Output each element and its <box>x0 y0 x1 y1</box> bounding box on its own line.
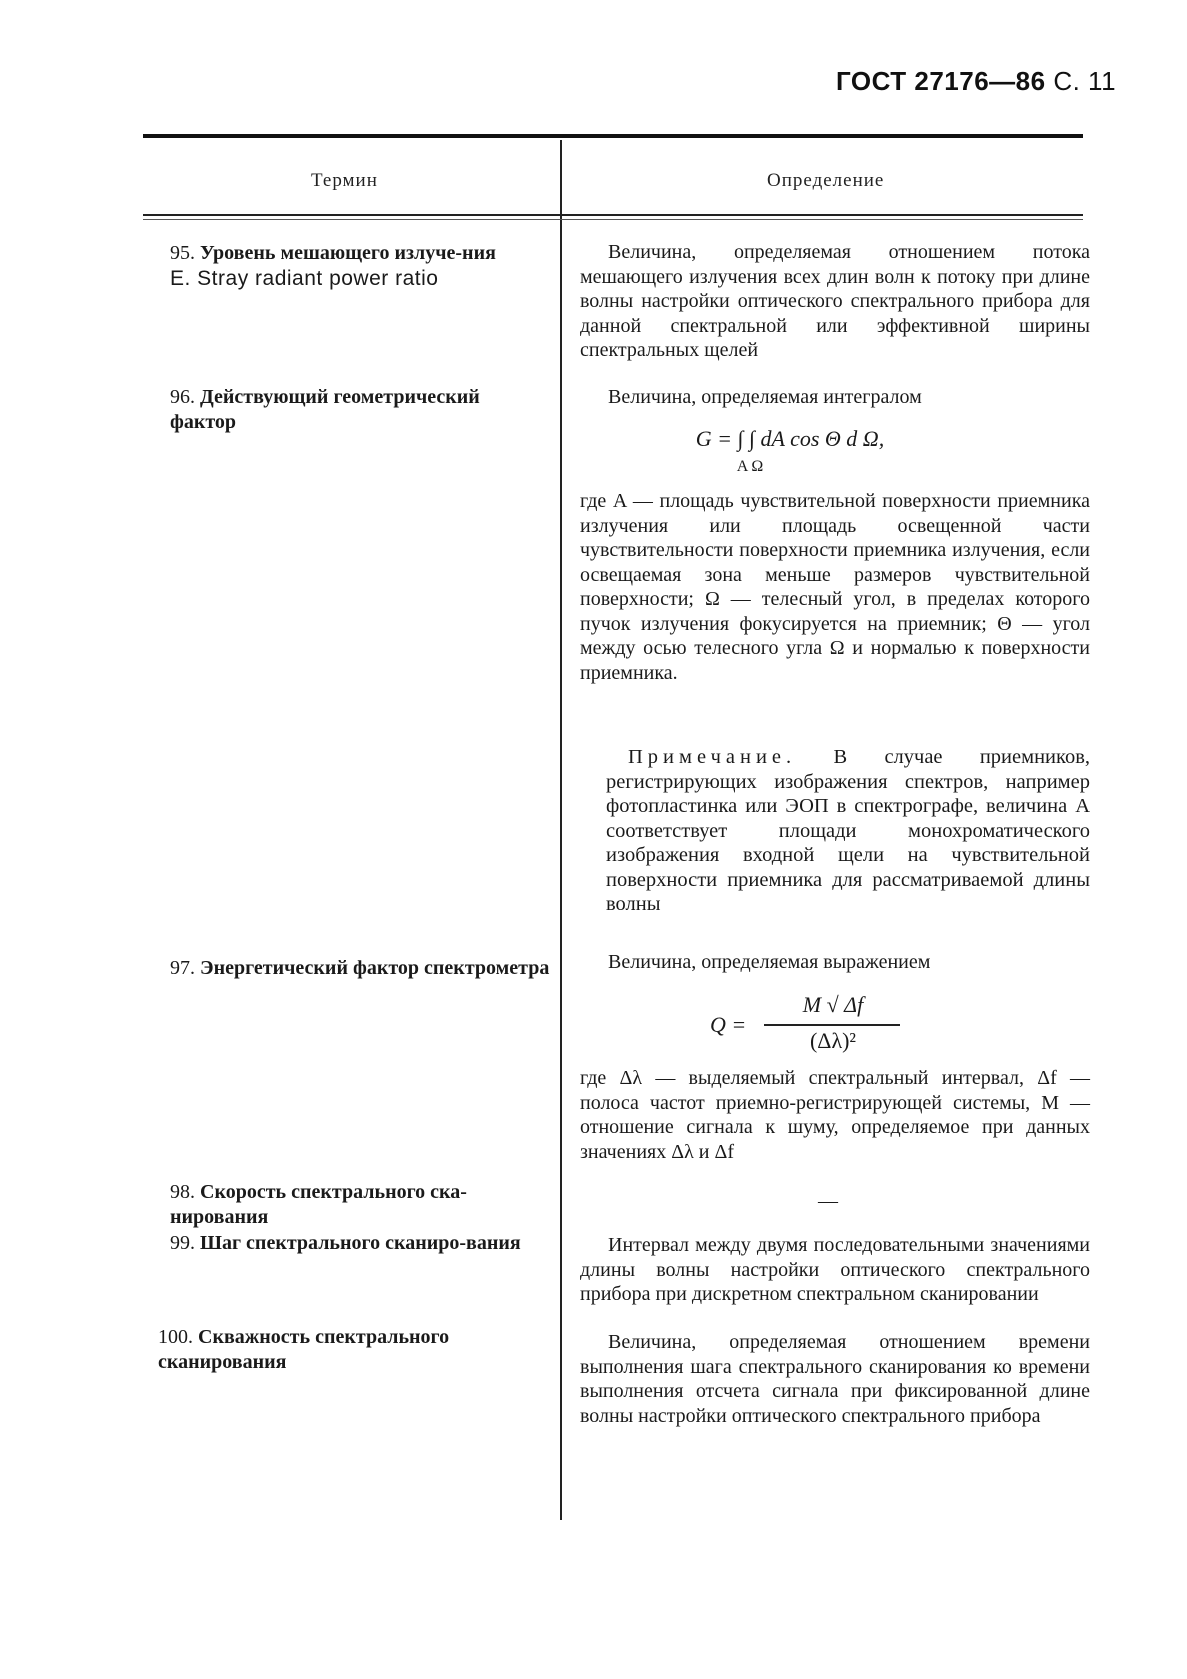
column-header-term: Термин <box>311 170 378 191</box>
formula-numerator: M √ Δf <box>802 992 864 1017</box>
definition-96: Величина, определяемая интегралом <box>608 386 922 408</box>
formula-lhs: Q = <box>710 1012 747 1037</box>
term-number: 96. <box>170 386 195 408</box>
term-number: 97. <box>170 957 195 979</box>
term-95 <box>170 241 550 292</box>
standard-number: ГОСТ 27176—86 <box>836 66 1046 96</box>
explanation-96: где A — площадь чувствительной поверхности приемника излучения или площадь освещенной части чувствительности поверхности приемника излучения, если освещаемая зона меньше размеров чувствительной поверхности; Ω — телесный угол, в пределах которого пучок излучения фокусируется на приемник; Θ — угол между осью телесного угла Ω и нормалью к поверхности приемника. <box>580 490 1090 684</box>
column-header-definition: Определение <box>767 170 885 191</box>
header-rule <box>143 214 1083 216</box>
column-divider <box>560 140 562 1520</box>
term-english: E. Stray radiant power ratio <box>170 267 439 290</box>
explanation-97: где Δλ — выделяемый спектральный интервал, Δf — полоса частот приемно-регистрирующей системы, M — отношение сигнала к шуму, определяемое при данных значениях Δλ и Δf <box>580 1067 1090 1163</box>
term-number: 98. <box>170 1181 195 1203</box>
definition-100: Величина, определяемая отношением времени выполнения шага спектрального сканирования ко времени выполнения отсчета сигнала при фиксированной длине волны настройки оптического спектрального прибора <box>580 1331 1090 1427</box>
note-text: В случае приемников, регистрирующих изображения спектров, например фотопластинка или ЭОП в спектрографе, величина A соответствует площади монохроматического изображения входной щели на чувствительной поверхности приемника для рассматриваемой длины волны <box>606 746 1090 915</box>
formula-energy-factor <box>710 992 930 1062</box>
page-number: С. 11 <box>1053 66 1117 96</box>
term-98 <box>170 1180 550 1230</box>
term-title: Энергетический фактор спектрометра <box>200 957 550 979</box>
term-99 <box>170 1231 550 1256</box>
definition-98: — <box>818 1190 838 1212</box>
term-number: 95. <box>170 242 195 264</box>
definition-97: Величина, определяемая выражением <box>608 951 931 973</box>
definition-99: Интервал между двумя последовательными значениями длины волны настройки оптического спектрального прибора при дискретном спектральном сканировании <box>580 1234 1090 1305</box>
definition-95: Величина, определяемая отношением потока мешающего излучения всех длин волн к потоку при длине волны настройки оптического спектрального прибора для данной спектральной или эффективной ширины спектральных щелей <box>580 241 1090 361</box>
formula-denominator: (Δλ)² <box>809 1028 857 1053</box>
note-label: Примечание. <box>628 746 797 768</box>
formula-geometric-factor: G = ∫ ∫ dA cos Θ d Ω, <box>695 426 885 451</box>
term-title: Скважность спектрального сканирования <box>158 1326 450 1373</box>
term-title: Шаг спектрального сканиро-вания <box>200 1232 521 1254</box>
formula-limits: A Ω <box>736 458 764 475</box>
header-rule-2 <box>143 219 1083 220</box>
term-100 <box>158 1325 550 1375</box>
term-96 <box>170 385 550 435</box>
term-title: Уровень мешающего излуче-ния <box>200 242 496 264</box>
term-97 <box>170 956 550 981</box>
term-number: 99. <box>170 1232 195 1254</box>
table-top-rule <box>143 134 1083 138</box>
term-title: Скорость спектрального ска-нирования <box>170 1181 467 1228</box>
term-title: Действующий геометрический фактор <box>170 386 480 433</box>
fraction-bar <box>764 1024 900 1026</box>
page-header <box>836 66 1116 97</box>
term-number: 100. <box>158 1326 193 1348</box>
note-96 <box>606 745 1090 917</box>
